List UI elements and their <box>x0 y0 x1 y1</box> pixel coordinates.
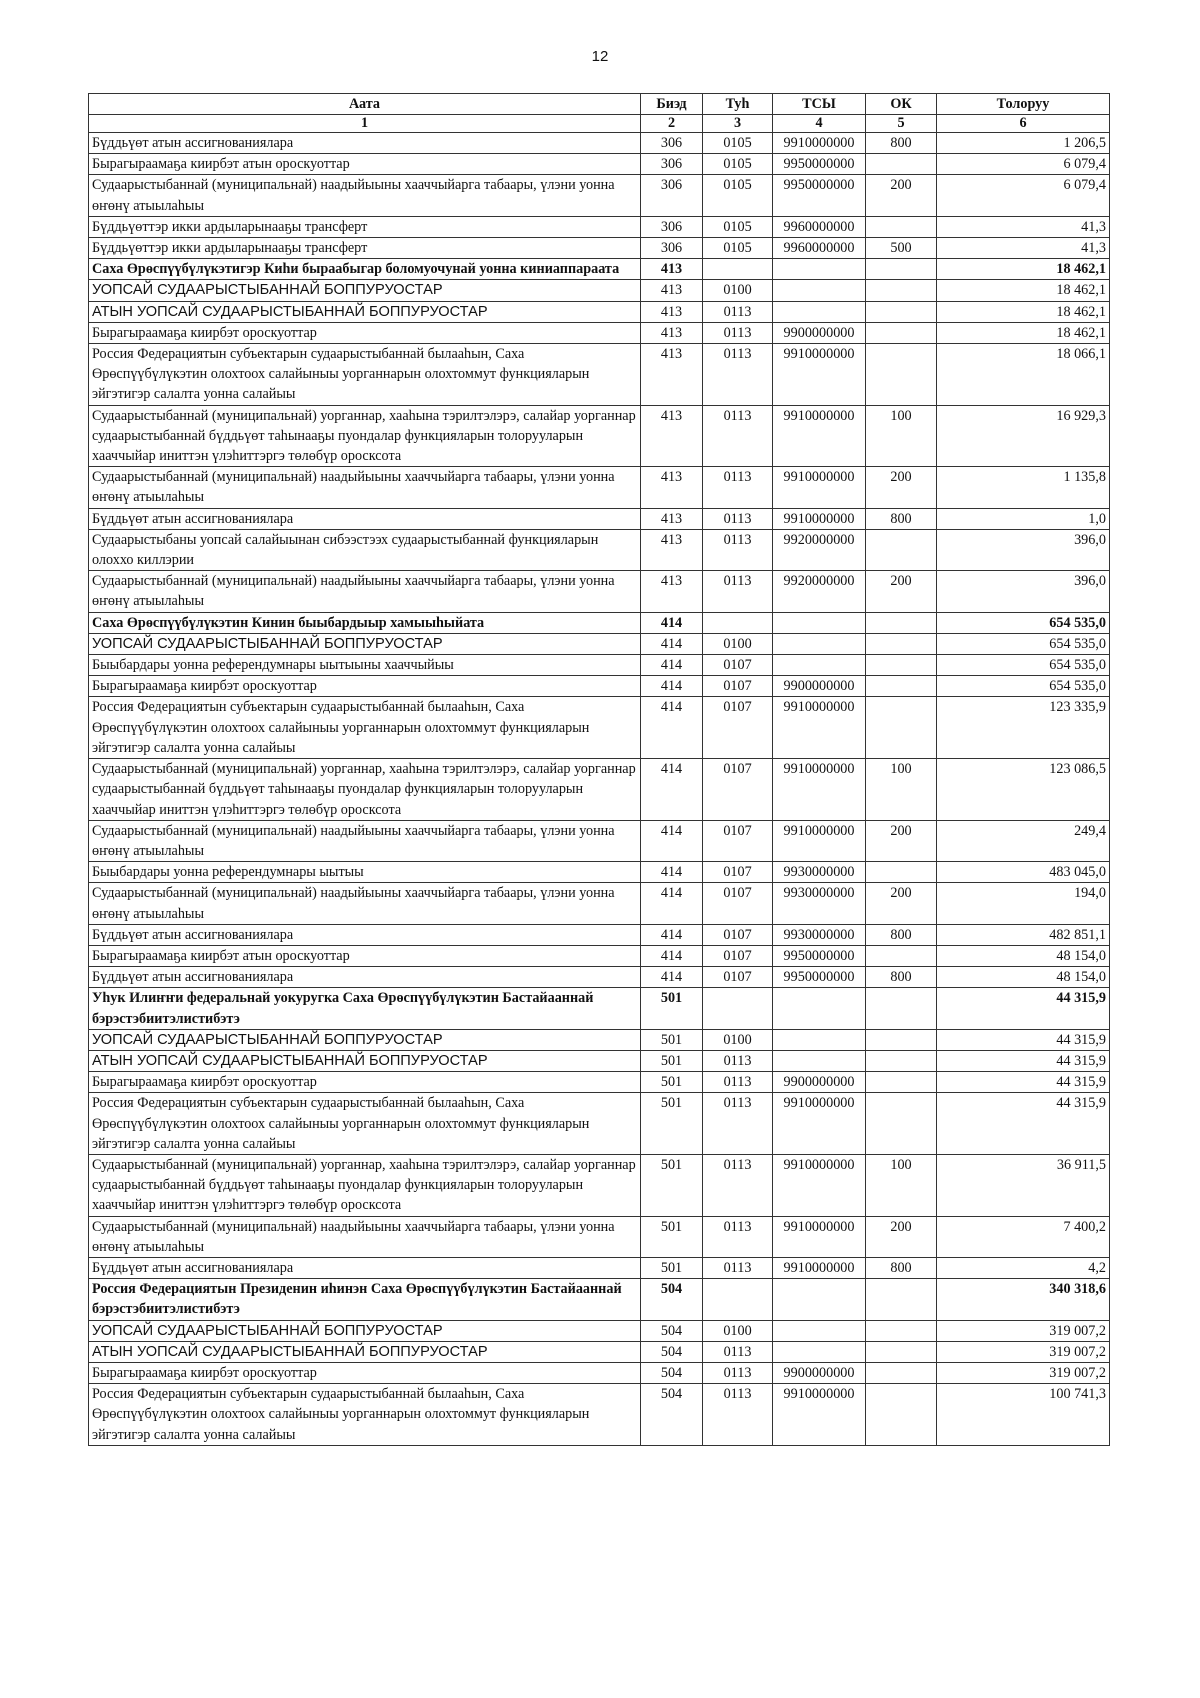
row-tsy <box>773 633 866 654</box>
table-row <box>89 467 1110 508</box>
row-tsy: 9960000000 <box>773 238 866 259</box>
row-biad: 414 <box>641 676 703 697</box>
row-tsy: 9920000000 <box>773 529 866 570</box>
row-tsy: 9900000000 <box>773 322 866 343</box>
row-ok <box>866 1050 937 1071</box>
row-ok <box>866 280 937 301</box>
row-ok <box>866 529 937 570</box>
row-biad: 501 <box>641 1029 703 1050</box>
table-row <box>89 1072 1110 1093</box>
row-tsy: 9910000000 <box>773 1093 866 1155</box>
row-tsy: 9960000000 <box>773 216 866 237</box>
row-tsy: 9910000000 <box>773 467 866 508</box>
row-tsy: 9930000000 <box>773 862 866 883</box>
row-amount: 44 315,9 <box>937 1050 1110 1071</box>
row-tsy: 9910000000 <box>773 1216 866 1257</box>
table-row <box>89 924 1110 945</box>
row-biad: 413 <box>641 508 703 529</box>
row-tsy <box>773 1029 866 1050</box>
table-row <box>89 216 1110 237</box>
row-name: Бүддьүөттэр икки ардыларынааҕы трансферт <box>89 216 641 237</box>
row-name: Бүддьүөт атын ассигнованиялара <box>89 924 641 945</box>
row-biad: 501 <box>641 1050 703 1071</box>
row-biad: 501 <box>641 1072 703 1093</box>
row-tsy: 9910000000 <box>773 344 866 406</box>
row-tsy: 9910000000 <box>773 1384 866 1446</box>
row-tuh: 0113 <box>703 1050 773 1071</box>
row-biad: 414 <box>641 862 703 883</box>
row-tsy: 9910000000 <box>773 133 866 154</box>
row-ok: 200 <box>866 467 937 508</box>
row-tsy <box>773 1341 866 1362</box>
row-ok <box>866 259 937 280</box>
row-amount: 18 462,1 <box>937 259 1110 280</box>
row-amount: 1,0 <box>937 508 1110 529</box>
row-name: Бүддьүөт атын ассигнованиялара <box>89 133 641 154</box>
row-name: Бырагыраамаҕа киирбэт ороскуоттар <box>89 676 641 697</box>
header-number-row <box>89 115 1110 133</box>
row-biad: 414 <box>641 655 703 676</box>
row-tuh: 0107 <box>703 883 773 924</box>
header-row <box>89 94 1110 115</box>
table-row <box>89 175 1110 216</box>
row-tuh: 0113 <box>703 467 773 508</box>
row-ok <box>866 1384 937 1446</box>
row-ok: 100 <box>866 1154 937 1216</box>
row-biad: 413 <box>641 280 703 301</box>
row-biad: 306 <box>641 175 703 216</box>
row-name: Судаарыстыбаннай (муниципальнай) уорганнар, хааһына тэрилтэлэрэ, салайар уорганнар судаарыстыбаннай бүддьүөт таһынааҕы пуондалар функцияларын толорууларын хааччыйар иниттэн үлэһиттэргэ төлөбүр оросксота <box>89 405 641 467</box>
row-amount: 319 007,2 <box>937 1362 1110 1383</box>
row-biad: 414 <box>641 633 703 654</box>
row-ok <box>866 1279 937 1320</box>
row-biad: 501 <box>641 1154 703 1216</box>
row-amount: 654 535,0 <box>937 612 1110 633</box>
row-tsy <box>773 1279 866 1320</box>
row-name: Россия Федерациятын субъектарын судаарыстыбаннай былааһын, Саха Өрөспүүбүлүкэтин олохтоох салайыныы уорганнарын олохтоммут функцияларын эйгэтигэр салалта уонна салайыы <box>89 344 641 406</box>
table-row <box>89 1093 1110 1155</box>
row-amount: 654 535,0 <box>937 633 1110 654</box>
table-row <box>89 405 1110 467</box>
table-row <box>89 301 1110 322</box>
row-name: Судаарыстыбаннай (муниципальнай) наадыйыыны хааччыйарга табаары, үлэни уонна өҥөнү атыылаһыы <box>89 467 641 508</box>
row-biad: 306 <box>641 216 703 237</box>
col-number: 1 <box>89 115 641 133</box>
table-row <box>89 883 1110 924</box>
row-ok <box>866 676 937 697</box>
row-name: АТЫН УОПСАЙ СУДААРЫСТЫБАННАЙ БОППУРУОСТАР <box>89 1341 641 1362</box>
row-name: Бырагыраамаҕа киирбэт ороскуоттар <box>89 322 641 343</box>
col-header-tuh: Туh <box>703 94 773 115</box>
row-tsy: 9950000000 <box>773 945 866 966</box>
row-biad: 414 <box>641 967 703 988</box>
col-header-biad: Биэд <box>641 94 703 115</box>
row-name: Судаарыстыбаннай (муниципальнай) уорганнар, хааһына тэрилтэлэрэ, салайар уорганнар судаарыстыбаннай бүддьүөт таһынааҕы пуондалар функцияларын толорууларын хааччыйар иниттэн үлэһиттэргэ төлөбүр оросксота <box>89 759 641 821</box>
row-tuh: 0113 <box>703 322 773 343</box>
table-row <box>89 238 1110 259</box>
row-name: Судаарыстыбаннай (муниципальнай) наадыйыыны хааччыйарга табаары, үлэни уонна өҥөнү атыылаһыы <box>89 175 641 216</box>
row-tuh: 0107 <box>703 676 773 697</box>
row-name: АТЫН УОПСАЙ СУДААРЫСТЫБАННАЙ БОППУРУОСТАР <box>89 1050 641 1071</box>
table-row <box>89 1257 1110 1278</box>
row-tsy: 9950000000 <box>773 154 866 175</box>
row-tsy: 9920000000 <box>773 571 866 612</box>
table-row <box>89 508 1110 529</box>
row-tsy <box>773 301 866 322</box>
table-row <box>89 612 1110 633</box>
col-header-ok: ОК <box>866 94 937 115</box>
row-biad: 501 <box>641 1093 703 1155</box>
row-ok: 100 <box>866 759 937 821</box>
row-name: Бүддьүөттэр икки ардыларынааҕы трансферт <box>89 238 641 259</box>
col-number: 5 <box>866 115 937 133</box>
row-tuh: 0113 <box>703 508 773 529</box>
row-amount: 18 462,1 <box>937 301 1110 322</box>
row-amount: 6 079,4 <box>937 175 1110 216</box>
row-tuh: 0113 <box>703 344 773 406</box>
row-biad: 414 <box>641 612 703 633</box>
row-name: Бүддьүөт атын ассигнованиялара <box>89 1257 641 1278</box>
row-amount: 319 007,2 <box>937 1341 1110 1362</box>
row-amount: 654 535,0 <box>937 676 1110 697</box>
row-tuh: 0107 <box>703 697 773 759</box>
table-row <box>89 1279 1110 1320</box>
row-tuh: 0100 <box>703 1320 773 1341</box>
row-tuh: 0100 <box>703 280 773 301</box>
table-row <box>89 133 1110 154</box>
row-biad: 504 <box>641 1384 703 1446</box>
row-amount: 7 400,2 <box>937 1216 1110 1257</box>
row-tuh: 0107 <box>703 655 773 676</box>
row-amount: 48 154,0 <box>937 967 1110 988</box>
row-amount: 41,3 <box>937 238 1110 259</box>
row-name: УОПСАЙ СУДААРЫСТЫБАННАЙ БОППУРУОСТАР <box>89 633 641 654</box>
row-tsy <box>773 259 866 280</box>
table-row <box>89 322 1110 343</box>
row-tsy: 9910000000 <box>773 759 866 821</box>
row-amount: 123 335,9 <box>937 697 1110 759</box>
row-amount: 100 741,3 <box>937 1384 1110 1446</box>
row-amount: 654 535,0 <box>937 655 1110 676</box>
table-row <box>89 1029 1110 1050</box>
row-ok: 200 <box>866 571 937 612</box>
row-biad: 413 <box>641 301 703 322</box>
row-tuh: 0113 <box>703 1384 773 1446</box>
row-tsy: 9910000000 <box>773 1257 866 1278</box>
row-biad: 413 <box>641 405 703 467</box>
row-biad: 414 <box>641 945 703 966</box>
row-tuh: 0100 <box>703 1029 773 1050</box>
row-name: Судаарыстыбаннай (муниципальнай) уорганнар, хааһына тэрилтэлэрэ, салайар уорганнар судаарыстыбаннай бүддьүөт таһынааҕы пуондалар функцияларын толорууларын хааччыйар иниттэн үлэһиттэргэ төлөбүр оросксота <box>89 1154 641 1216</box>
row-tsy: 9930000000 <box>773 883 866 924</box>
table-row <box>89 697 1110 759</box>
row-biad: 413 <box>641 322 703 343</box>
row-biad: 306 <box>641 238 703 259</box>
table-row <box>89 1154 1110 1216</box>
row-tsy: 9910000000 <box>773 1154 866 1216</box>
row-tsy: 9930000000 <box>773 924 866 945</box>
row-biad: 413 <box>641 529 703 570</box>
col-header-tsy: ТСЫ <box>773 94 866 115</box>
row-ok <box>866 1029 937 1050</box>
row-biad: 414 <box>641 759 703 821</box>
row-tuh: 0113 <box>703 1216 773 1257</box>
row-name: Быыбардары уонна референдумнары ыытыы <box>89 862 641 883</box>
row-name: Бырагыраамаҕа киирбэт атын ороскуоттар <box>89 154 641 175</box>
row-amount: 123 086,5 <box>937 759 1110 821</box>
row-ok <box>866 301 937 322</box>
row-name: УОПСАЙ СУДААРЫСТЫБАННАЙ БОППУРУОСТАР <box>89 1029 641 1050</box>
row-tuh: 0105 <box>703 133 773 154</box>
row-name: Саха Өрөспүүбүлүкэтин Кинин быыбардыыр хамыыhыйата <box>89 612 641 633</box>
row-amount: 483 045,0 <box>937 862 1110 883</box>
row-tsy: 9950000000 <box>773 175 866 216</box>
row-ok: 100 <box>866 405 937 467</box>
row-name: Бырагыраамаҕа киирбэт ороскуоттар <box>89 1072 641 1093</box>
row-ok: 200 <box>866 175 937 216</box>
row-amount: 249,4 <box>937 820 1110 861</box>
row-amount: 4,2 <box>937 1257 1110 1278</box>
table-row <box>89 571 1110 612</box>
row-name: Быыбардары уонна референдумнары ыытыыны хааччыйыы <box>89 655 641 676</box>
row-tuh: 0107 <box>703 945 773 966</box>
row-tuh: 0113 <box>703 1154 773 1216</box>
table-row <box>89 154 1110 175</box>
row-tuh: 0113 <box>703 1362 773 1383</box>
row-tuh: 0113 <box>703 1072 773 1093</box>
row-name: Россия Федерациятын Президенин иһинэн Саха Өрөспүүбүлүкэтин Бастайааннай бэрэстэбиитэлистибэтэ <box>89 1279 641 1320</box>
row-tuh <box>703 988 773 1029</box>
row-name: Россия Федерациятын субъектарын судаарыстыбаннай былааһын, Саха Өрөспүүбүлүкэтин олохтоох салайыныы уорганнарын олохтоммут функцияларын эйгэтигэр салалта уонна салайыы <box>89 1384 641 1446</box>
table-row <box>89 967 1110 988</box>
row-tsy: 9900000000 <box>773 1072 866 1093</box>
row-biad: 413 <box>641 571 703 612</box>
row-biad: 413 <box>641 344 703 406</box>
row-ok <box>866 344 937 406</box>
row-name: Саха Өрөспүүбүлүкэтигэр Киhи быраабыгар боломуочунай уонна киниаппараата <box>89 259 641 280</box>
row-name: Судаарыстыбаннай (муниципальнай) наадыйыыны хааччыйарга табаары, үлэни уонна өҥөнү атыылаһыы <box>89 883 641 924</box>
row-ok: 500 <box>866 238 937 259</box>
row-name: Бүддьүөт атын ассигнованиялара <box>89 508 641 529</box>
row-tsy <box>773 655 866 676</box>
row-name: Бырагыраамаҕа киирбэт ороскуоттар <box>89 1362 641 1383</box>
row-ok <box>866 154 937 175</box>
col-number: 3 <box>703 115 773 133</box>
table-row <box>89 988 1110 1029</box>
row-amount: 396,0 <box>937 529 1110 570</box>
row-tsy <box>773 988 866 1029</box>
row-ok: 800 <box>866 508 937 529</box>
table-row <box>89 945 1110 966</box>
row-amount: 18 462,1 <box>937 280 1110 301</box>
row-ok: 800 <box>866 1257 937 1278</box>
row-tuh: 0107 <box>703 967 773 988</box>
table-row <box>89 259 1110 280</box>
row-tuh: 0113 <box>703 571 773 612</box>
table-row <box>89 633 1110 654</box>
row-biad: 504 <box>641 1341 703 1362</box>
page-number: 12 <box>591 48 609 65</box>
row-biad: 501 <box>641 1257 703 1278</box>
row-tsy: 9900000000 <box>773 676 866 697</box>
row-amount: 18 462,1 <box>937 322 1110 343</box>
row-biad: 414 <box>641 820 703 861</box>
table-row <box>89 862 1110 883</box>
table-row <box>89 1216 1110 1257</box>
table-row <box>89 1341 1110 1362</box>
row-ok <box>866 945 937 966</box>
row-biad: 306 <box>641 133 703 154</box>
row-biad: 306 <box>641 154 703 175</box>
table-row <box>89 676 1110 697</box>
row-biad: 414 <box>641 697 703 759</box>
col-header-amount: Толоруу <box>937 94 1110 115</box>
row-ok: 200 <box>866 820 937 861</box>
row-ok: 800 <box>866 924 937 945</box>
row-tsy <box>773 1050 866 1071</box>
row-name: Судаарыстыбаннай (муниципальнай) наадыйыыны хааччыйарга табаары, үлэни уонна өҥөнү атыылаһыы <box>89 820 641 861</box>
row-tsy: 9910000000 <box>773 508 866 529</box>
row-tuh: 0107 <box>703 862 773 883</box>
row-ok <box>866 216 937 237</box>
col-number: 2 <box>641 115 703 133</box>
row-name: Судаарыстыбаннай (муниципальнай) наадыйыыны хааччыйарга табаары, үлэни уонна өҥөнү атыылаһыы <box>89 571 641 612</box>
row-tuh: 0100 <box>703 633 773 654</box>
row-amount: 340 318,6 <box>937 1279 1110 1320</box>
row-ok: 800 <box>866 133 937 154</box>
row-amount: 44 315,9 <box>937 1029 1110 1050</box>
row-tsy: 9950000000 <box>773 967 866 988</box>
row-ok <box>866 612 937 633</box>
row-tsy: 9900000000 <box>773 1362 866 1383</box>
row-ok: 200 <box>866 1216 937 1257</box>
row-tsy <box>773 280 866 301</box>
row-ok: 200 <box>866 883 937 924</box>
row-biad: 501 <box>641 988 703 1029</box>
row-ok <box>866 1072 937 1093</box>
row-ok <box>866 697 937 759</box>
row-amount: 482 851,1 <box>937 924 1110 945</box>
row-tuh: 0113 <box>703 529 773 570</box>
row-amount: 1 206,5 <box>937 133 1110 154</box>
col-number: 6 <box>937 115 1110 133</box>
row-name: Бырагыраамаҕа киирбэт атын ороскуоттар <box>89 945 641 966</box>
row-tuh: 0105 <box>703 175 773 216</box>
table-row <box>89 655 1110 676</box>
table-row <box>89 280 1110 301</box>
row-tuh <box>703 612 773 633</box>
table-row <box>89 1384 1110 1446</box>
row-tuh: 0113 <box>703 1257 773 1278</box>
row-biad: 501 <box>641 1216 703 1257</box>
row-biad: 413 <box>641 467 703 508</box>
row-tsy: 9910000000 <box>773 405 866 467</box>
row-tuh: 0113 <box>703 1341 773 1362</box>
row-ok <box>866 1362 937 1383</box>
table-row <box>89 1362 1110 1383</box>
row-ok <box>866 1320 937 1341</box>
row-name: Уһук Илиҥҥи федеральнай уокуругка Саха Өрөспүүбүлүкэтин Бастайааннай бэрэстэбиитэлистибэтэ <box>89 988 641 1029</box>
row-tuh: 0107 <box>703 924 773 945</box>
row-tuh: 0113 <box>703 405 773 467</box>
row-biad: 414 <box>641 924 703 945</box>
row-ok <box>866 322 937 343</box>
row-amount: 44 315,9 <box>937 988 1110 1029</box>
col-number: 4 <box>773 115 866 133</box>
row-name: УОПСАЙ СУДААРЫСТЫБАННАЙ БОППУРУОСТАР <box>89 1320 641 1341</box>
row-biad: 504 <box>641 1362 703 1383</box>
row-tuh: 0113 <box>703 1093 773 1155</box>
row-name: Россия Федерациятын субъектарын судаарыстыбаннай былааһын, Саха Өрөспүүбүлүкэтин олохтоох салайыныы уорганнарын олохтоммут функцияларын эйгэтигэр салалта уонна салайыы <box>89 697 641 759</box>
table-row <box>89 1050 1110 1071</box>
row-tsy <box>773 612 866 633</box>
table-header <box>89 94 1110 133</box>
row-ok: 800 <box>866 967 937 988</box>
row-name: УОПСАЙ СУДААРЫСТЫБАННАЙ БОППУРУОСТАР <box>89 280 641 301</box>
row-name: Судаарыстыбаннай (муниципальнай) наадыйыыны хааччыйарга табаары, үлэни уонна өҥөнү атыылаһыы <box>89 1216 641 1257</box>
budget-table <box>88 93 1110 1446</box>
row-name: АТЫН УОПСАЙ СУДААРЫСТЫБАННАЙ БОППУРУОСТАР <box>89 301 641 322</box>
row-name: Судаарыстыбаны уопсай салайыынан сибээстээх судаарыстыбаннай функцияларын олоххо киллэрии <box>89 529 641 570</box>
table-row <box>89 529 1110 570</box>
row-amount: 48 154,0 <box>937 945 1110 966</box>
row-ok <box>866 1093 937 1155</box>
row-tuh: 0105 <box>703 238 773 259</box>
row-amount: 194,0 <box>937 883 1110 924</box>
row-amount: 41,3 <box>937 216 1110 237</box>
row-ok <box>866 1341 937 1362</box>
row-amount: 319 007,2 <box>937 1320 1110 1341</box>
row-tsy: 9910000000 <box>773 697 866 759</box>
table-row <box>89 1320 1110 1341</box>
row-biad: 504 <box>641 1279 703 1320</box>
row-tsy <box>773 1320 866 1341</box>
row-amount: 1 135,8 <box>937 467 1110 508</box>
row-amount: 16 929,3 <box>937 405 1110 467</box>
row-biad: 414 <box>641 883 703 924</box>
row-ok <box>866 633 937 654</box>
row-tuh <box>703 1279 773 1320</box>
row-amount: 36 911,5 <box>937 1154 1110 1216</box>
row-tsy: 9910000000 <box>773 820 866 861</box>
row-ok <box>866 655 937 676</box>
row-tuh: 0105 <box>703 154 773 175</box>
row-name: Бүддьүөт атын ассигнованиялара <box>89 967 641 988</box>
row-amount: 18 066,1 <box>937 344 1110 406</box>
table-row <box>89 344 1110 406</box>
row-amount: 44 315,9 <box>937 1093 1110 1155</box>
table-row <box>89 820 1110 861</box>
row-ok <box>866 988 937 1029</box>
row-tuh: 0107 <box>703 759 773 821</box>
col-header-name: Аата <box>89 94 641 115</box>
row-name: Россия Федерациятын субъектарын судаарыстыбаннай былааһын, Саха Өрөспүүбүлүкэтин олохтоох салайыныы уорганнарын олохтоммут функцияларын эйгэтигэр салалта уонна салайыы <box>89 1093 641 1155</box>
row-tuh <box>703 259 773 280</box>
row-amount: 396,0 <box>937 571 1110 612</box>
row-amount: 44 315,9 <box>937 1072 1110 1093</box>
row-tuh: 0107 <box>703 820 773 861</box>
row-amount: 6 079,4 <box>937 154 1110 175</box>
row-ok <box>866 862 937 883</box>
row-biad: 413 <box>641 259 703 280</box>
row-tuh: 0105 <box>703 216 773 237</box>
table-row <box>89 759 1110 821</box>
row-tuh: 0113 <box>703 301 773 322</box>
row-biad: 504 <box>641 1320 703 1341</box>
table-body <box>89 133 1110 1446</box>
